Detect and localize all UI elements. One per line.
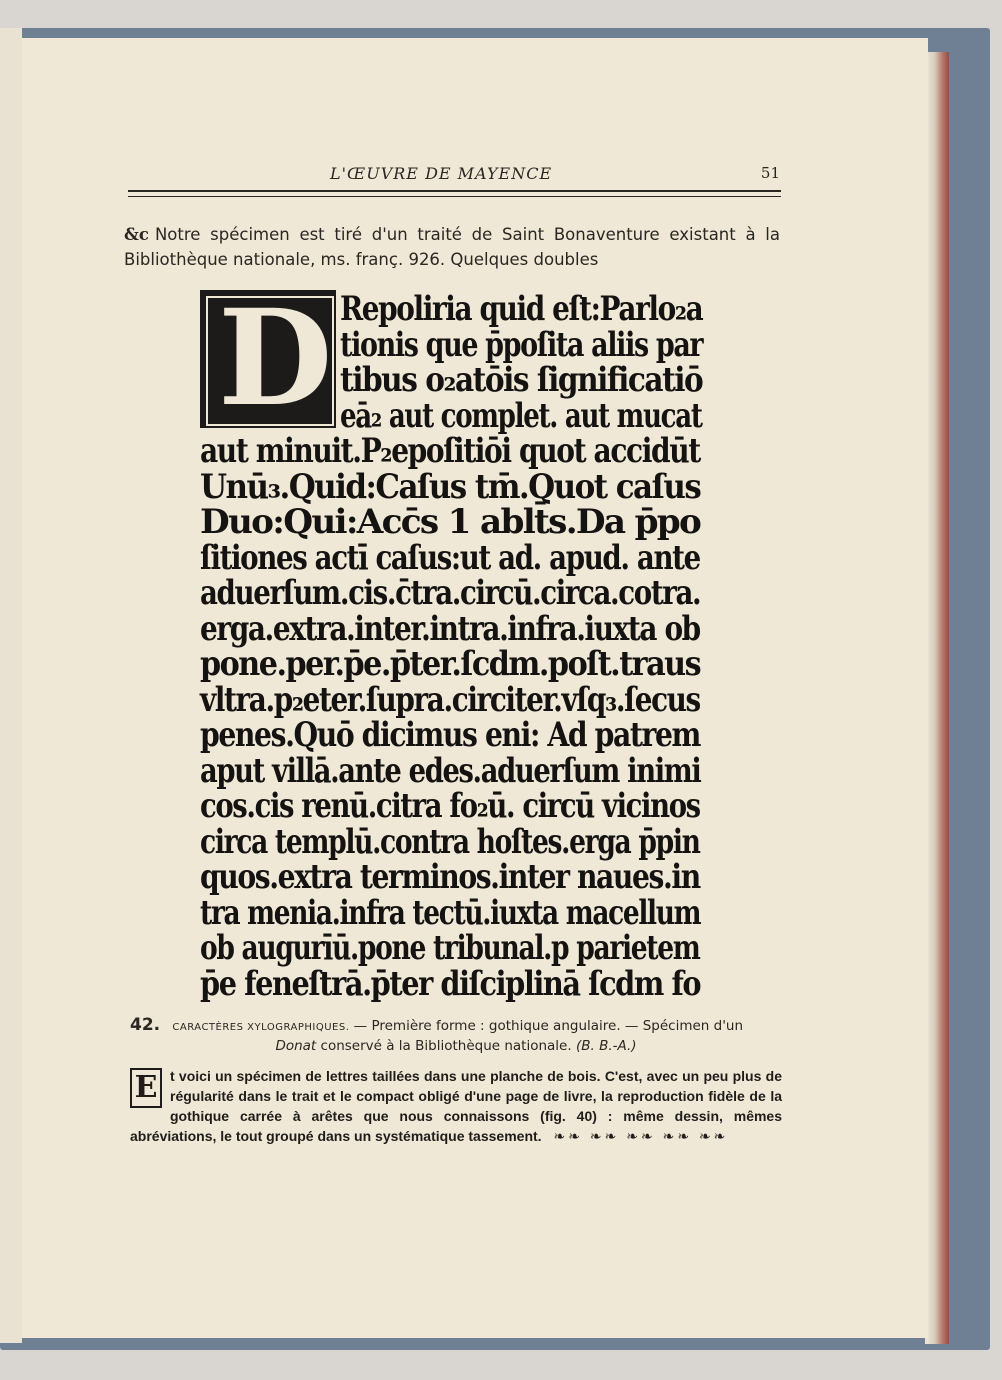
body-text: t voici un spécimen de lettres taillées dans une planche de bois. C'est, avec un peu plus de régularité dans le trait et le compact obligé d'une page de livre, la reproduction fidèle de la gothique carrée à arêtes que nous connaissons (fig. 40) : même dessin, mêmes abréviations, le tout groupé dans un systématique tassement. [130, 1068, 782, 1144]
specimen-line: aut minuit.P₂epoſitiōi quot accidūt [200, 432, 700, 472]
specimen-line: vltra.p₂eter.ſupra.circiter.vſq₃.ſecus [200, 680, 700, 720]
running-head [130, 164, 780, 186]
woodcut-specimen [200, 281, 720, 1010]
caption-source: (B. B.-A.) [575, 1038, 637, 1054]
specimen-line: Duo:Qui:Acc̄s 1 ablt̄s.Da p̄po [200, 503, 701, 543]
intro-text: Notre spécimen est tiré d'un traité de Saint Bonaventure existant à la Bibliothèque nationale, ms. franç. 926. Quelques doubles [124, 225, 780, 269]
specimen-line: erga.extra.inter.intra.infra.iuxta ob [200, 609, 700, 649]
specimen-line: tionis que p̄poſita aliis par [340, 325, 703, 365]
drop-cap: E [130, 1068, 162, 1108]
caption-work-title: Donat [275, 1038, 317, 1054]
header-rule-thick [128, 190, 781, 192]
specimen-line: tra menia.infra tectū.iuxta macellum [200, 893, 701, 933]
initial-letter: D [218, 281, 333, 436]
specimen-line: ob augurīū.pone tribunal.p parietem [200, 929, 700, 969]
specimen-line: eā₂ aut complet. aut mucat [340, 396, 702, 436]
specimen-line: cos.cis renū.citra fo₂ū. circū vicinos [200, 787, 700, 827]
specimen-line: penes.Quō dicimus eni: Ad patrem [200, 716, 701, 756]
specimen-line: ſitiones actī caſus:ut ad. apud. ante [200, 538, 700, 578]
specimen-line: Repoliria quid eſt:Parlo₂a [340, 290, 703, 330]
caption-label: CARACTÈRES XYLOGRAPHIQUES. [172, 1022, 350, 1033]
running-title: L'ŒUVRE DE MAYENCE [330, 164, 553, 183]
figure-number: 42. [130, 1015, 161, 1035]
page-block-edge [925, 52, 949, 1344]
paragraph-mark: &c [124, 225, 149, 244]
facing-page-edge [0, 28, 22, 1343]
body-paragraph [130, 1066, 782, 1146]
header-rule-thin [128, 196, 781, 197]
intro-paragraph [124, 222, 780, 272]
specimen-line: pone.per.p̄e.p̄ter.ſcdm.poſt.traus [200, 645, 701, 685]
caption-line-1-rest: — Première forme : gothique angulaire. — Spécimen d'un [353, 1018, 744, 1034]
fleuron-ornament: ❧❧ ❧❧ ❧❧ ❧❧ ❧❧ [553, 1128, 729, 1144]
specimen-line: quos.extra terminos.inter naues.in [200, 858, 700, 898]
specimen-line: circa templū.contra hoſtes.erga p̄pin [200, 822, 700, 862]
decorated-initial [200, 281, 336, 436]
specimen-line: aduerſum.cis.c̄tra.circū.circa.cotra. [200, 574, 701, 614]
page-number: 51 [760, 164, 780, 182]
specimen-line: aput villā.ante edes.aduerſum inimi [200, 751, 701, 791]
figure-caption [130, 1016, 782, 1055]
caption-line-1 [130, 1016, 782, 1037]
specimen-line: p̄e feneſtrā.p̄ter diſciplinā ſcdm fo [200, 964, 701, 1004]
specimen-line: tibus o₂atōis ſignificatiō [340, 361, 703, 401]
specimen-line: Unū₃.Quid:Caſus tm̄.Quot caſus [200, 467, 701, 507]
caption-line-2 [130, 1037, 782, 1055]
caption-line-2-rest: conservé à la Bibliothèque nationale. [320, 1038, 572, 1054]
